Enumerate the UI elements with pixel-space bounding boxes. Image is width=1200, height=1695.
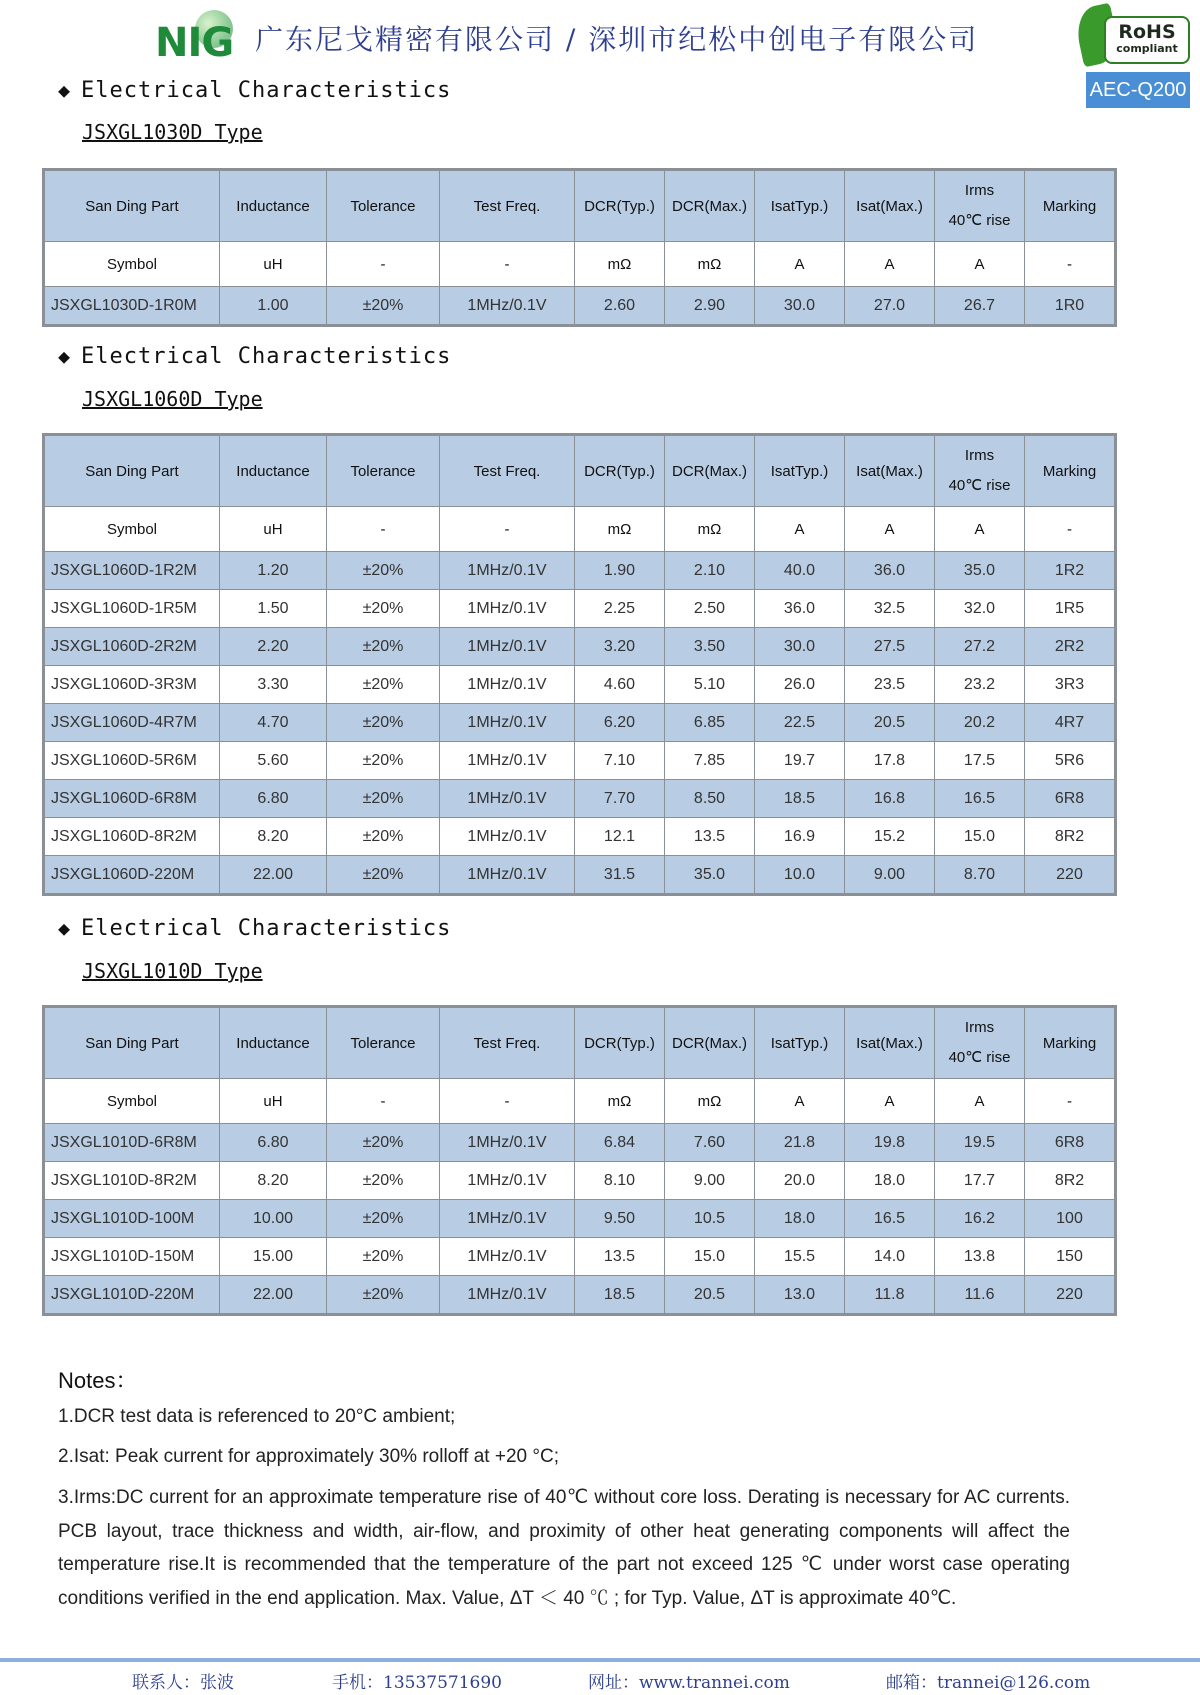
table-cell: 16.8 [845, 780, 935, 818]
table-cell: ±20% [327, 1238, 440, 1276]
column-header: Inductance [220, 435, 327, 507]
table-cell: 9.50 [575, 1200, 665, 1238]
table-cell: 20.2 [935, 704, 1025, 742]
footer-contact: 联系人：张波 [132, 1673, 234, 1693]
table-cell: 1MHz/0.1V [440, 1200, 575, 1238]
unit-cell: A [755, 1079, 845, 1124]
table-cell: 23.2 [935, 666, 1025, 704]
unit-cell: A [845, 507, 935, 552]
table-cell: 8.50 [665, 780, 755, 818]
note-2: 2.Isat: Peak current for approximately 30% rolloff at +20 °C; [58, 1446, 559, 1467]
table-cell: 17.7 [935, 1162, 1025, 1200]
table-symbol-row [44, 242, 1116, 287]
part-number-cell: JSXGL1010D-8R2M [44, 1162, 220, 1200]
column-header: DCR(Max.) [665, 170, 755, 242]
table-symbol-row [44, 507, 1116, 552]
table-cell: 10.5 [665, 1200, 755, 1238]
table-cell: ±20% [327, 780, 440, 818]
part-number-cell: JSXGL1060D-1R5M [44, 590, 220, 628]
column-header: DCR(Typ.) [575, 170, 665, 242]
column-header: Test Freq. [440, 170, 575, 242]
unit-cell: - [327, 242, 440, 287]
column-header: Marking [1025, 1007, 1116, 1079]
section-heading: ◆ Electrical Characteristics [58, 344, 452, 369]
table-cell: ±20% [327, 1276, 440, 1315]
table-cell: 1MHz/0.1V [440, 1124, 575, 1162]
unit-cell: A [935, 507, 1025, 552]
part-number-cell: JSXGL1060D-8R2M [44, 818, 220, 856]
nig-logo [155, 8, 247, 70]
table-cell: 1MHz/0.1V [440, 552, 575, 590]
unit-cell: - [1025, 242, 1116, 287]
unit-cell: - [440, 507, 575, 552]
table-cell: 27.0 [845, 287, 935, 326]
table-cell: 2.20 [220, 628, 327, 666]
column-header: Test Freq. [440, 1007, 575, 1079]
table-row [44, 742, 1116, 780]
table-cell: 15.00 [220, 1238, 327, 1276]
table-row [44, 1162, 1116, 1200]
table-cell: 7.85 [665, 742, 755, 780]
column-header: Tolerance [327, 1007, 440, 1079]
table-cell: 6R8 [1025, 1124, 1116, 1162]
table-cell: 5R6 [1025, 742, 1116, 780]
table-cell: 26.0 [755, 666, 845, 704]
table-cell: 22.00 [220, 1276, 327, 1315]
table-cell: 18.0 [755, 1200, 845, 1238]
table-cell: 6.85 [665, 704, 755, 742]
table-cell: 1MHz/0.1V [440, 590, 575, 628]
table-cell: 1MHz/0.1V [440, 1276, 575, 1315]
table-cell: 11.8 [845, 1276, 935, 1315]
table-cell: 1MHz/0.1V [440, 1238, 575, 1276]
table-cell: 32.0 [935, 590, 1025, 628]
table-row [44, 666, 1116, 704]
table-cell: 8.10 [575, 1162, 665, 1200]
table-header-row [44, 1007, 1116, 1079]
table-cell: 27.5 [845, 628, 935, 666]
table-cell: 1MHz/0.1V [440, 818, 575, 856]
table-cell: 6.80 [220, 1124, 327, 1162]
table-cell: 8R2 [1025, 818, 1116, 856]
unit-cell: - [1025, 1079, 1116, 1124]
table-cell: 220 [1025, 1276, 1116, 1315]
section-heading: ◆ Electrical Characteristics [58, 78, 452, 103]
table-cell: 1R2 [1025, 552, 1116, 590]
column-header: DCR(Typ.) [575, 435, 665, 507]
diamond-bullet-icon: ◆ [58, 344, 72, 368]
part-number-cell: JSXGL1060D-1R2M [44, 552, 220, 590]
table-cell: 22.00 [220, 856, 327, 895]
unit-cell: - [1025, 507, 1116, 552]
table-cell: 32.5 [845, 590, 935, 628]
part-number-cell: JSXGL1060D-4R7M [44, 704, 220, 742]
column-header: Irms 40℃ rise [935, 1007, 1025, 1079]
table-row [44, 704, 1116, 742]
table-cell: 8.20 [220, 818, 327, 856]
part-number-cell: JSXGL1010D-150M [44, 1238, 220, 1276]
irms-condition: 40℃ rise [948, 1049, 1011, 1066]
table-cell: 36.0 [845, 552, 935, 590]
column-header: San Ding Part [44, 1007, 220, 1079]
unit-cell: Symbol [44, 507, 220, 552]
table-cell: 17.5 [935, 742, 1025, 780]
table-cell: 8R2 [1025, 1162, 1116, 1200]
table-cell: ±20% [327, 818, 440, 856]
table-cell: 21.8 [755, 1124, 845, 1162]
table-cell: 220 [1025, 856, 1116, 895]
table-cell: 2.25 [575, 590, 665, 628]
unit-cell: uH [220, 507, 327, 552]
table-cell: 23.5 [845, 666, 935, 704]
unit-cell: A [845, 1079, 935, 1124]
table-cell: 3.50 [665, 628, 755, 666]
table-cell: 2R2 [1025, 628, 1116, 666]
unit-cell: - [327, 1079, 440, 1124]
footer-phone: 手机：13537571690 [332, 1673, 502, 1693]
unit-cell: A [845, 242, 935, 287]
table-cell: 6.84 [575, 1124, 665, 1162]
table-cell: 16.9 [755, 818, 845, 856]
part-number-cell: JSXGL1010D-100M [44, 1200, 220, 1238]
table-cell: 1R5 [1025, 590, 1116, 628]
column-header: Tolerance [327, 435, 440, 507]
column-header: Irms 40℃ rise [935, 435, 1025, 507]
table-cell: 31.5 [575, 856, 665, 895]
unit-cell: mΩ [575, 1079, 665, 1124]
column-header: IsatTyp.) [755, 435, 845, 507]
table-cell: 8.70 [935, 856, 1025, 895]
notes-title: Notes： [58, 1368, 138, 1393]
table-row [44, 590, 1116, 628]
table-cell: ±20% [327, 590, 440, 628]
table-cell: 7.70 [575, 780, 665, 818]
table-cell: 27.2 [935, 628, 1025, 666]
unit-cell: A [755, 242, 845, 287]
column-header: Tolerance [327, 170, 440, 242]
table-cell: 18.5 [755, 780, 845, 818]
table-cell: 1.90 [575, 552, 665, 590]
table-cell: 1MHz/0.1V [440, 1162, 575, 1200]
rohs-label: RoHS [1118, 21, 1176, 43]
section-heading: ◆ Electrical Characteristics [58, 916, 452, 941]
table-cell: 2.90 [665, 287, 755, 326]
table-cell: 3R3 [1025, 666, 1116, 704]
table-cell: 9.00 [845, 856, 935, 895]
table-cell: 16.5 [935, 780, 1025, 818]
table-cell: 19.5 [935, 1124, 1025, 1162]
unit-cell: - [440, 1079, 575, 1124]
column-header: IsatTyp.) [755, 1007, 845, 1079]
note-3: 3.Irms:DC current for an approximate temperature rise of 40℃ without core loss. Derating is necessary for AC currents. PCB layout, trace thickness and width, air-flow, and proximity of other heat generating components will affect the temperature rise.It is recommended that the temperature of the part not exceed 125 ℃ under worst case operating conditions verified in the end application. Max. Value, ΔT ＜ 40 ℃ ; for Typ. Value, ΔT is approximate 40℃. [58, 1487, 1070, 1609]
table-cell: 18.0 [845, 1162, 935, 1200]
column-header: IsatTyp.) [755, 170, 845, 242]
table-cell: 4R7 [1025, 704, 1116, 742]
table-cell: 1MHz/0.1V [440, 666, 575, 704]
part-number-cell: JSXGL1030D-1R0M [44, 287, 220, 326]
column-header: Marking [1025, 170, 1116, 242]
table-cell: 1MHz/0.1V [440, 628, 575, 666]
unit-cell: mΩ [575, 507, 665, 552]
table-cell: 100 [1025, 1200, 1116, 1238]
unit-cell: A [755, 507, 845, 552]
table-cell: 12.1 [575, 818, 665, 856]
spec-table-1060d [42, 433, 1117, 896]
table-row [44, 1276, 1116, 1315]
table-cell: 20.5 [665, 1276, 755, 1315]
logo-text: NIG [155, 20, 234, 66]
diamond-bullet-icon: ◆ [58, 916, 72, 940]
table-cell: ±20% [327, 666, 440, 704]
table-cell: 22.5 [755, 704, 845, 742]
rohs-badge [1078, 6, 1190, 68]
table-header-row [44, 435, 1116, 507]
table-cell: 19.7 [755, 742, 845, 780]
table-cell: 5.60 [220, 742, 327, 780]
table-cell: 6.20 [575, 704, 665, 742]
table-cell: 26.7 [935, 287, 1025, 326]
part-number-cell: JSXGL1060D-6R8M [44, 780, 220, 818]
table-cell: 2.10 [665, 552, 755, 590]
table-cell: 2.50 [665, 590, 755, 628]
table-cell: 1R0 [1025, 287, 1116, 326]
table-cell: 18.5 [575, 1276, 665, 1315]
spec-table-1030d [42, 168, 1117, 327]
table-symbol-row [44, 1079, 1116, 1124]
column-header: Test Freq. [440, 435, 575, 507]
table-cell: 20.0 [755, 1162, 845, 1200]
unit-cell: Symbol [44, 1079, 220, 1124]
footer-divider [0, 1658, 1200, 1662]
table-cell: 6R8 [1025, 780, 1116, 818]
unit-cell: mΩ [665, 1079, 755, 1124]
unit-cell: - [440, 242, 575, 287]
table-cell: 3.30 [220, 666, 327, 704]
table-cell: ±20% [327, 1162, 440, 1200]
table-cell: 150 [1025, 1238, 1116, 1276]
note-1: 1.DCR test data is referenced to 20°C ambient; [58, 1406, 456, 1427]
column-header: Inductance [220, 170, 327, 242]
unit-cell: mΩ [665, 507, 755, 552]
table-cell: 40.0 [755, 552, 845, 590]
unit-cell: uH [220, 1079, 327, 1124]
table-cell: ±20% [327, 1200, 440, 1238]
table-cell: 11.6 [935, 1276, 1025, 1315]
unit-cell: mΩ [665, 242, 755, 287]
table-cell: 1MHz/0.1V [440, 780, 575, 818]
footer-website[interactable]: 网址：www.trannei.com [588, 1673, 790, 1693]
table-cell: 8.20 [220, 1162, 327, 1200]
table-cell: 1MHz/0.1V [440, 742, 575, 780]
table-cell: 10.0 [755, 856, 845, 895]
table-cell: ±20% [327, 704, 440, 742]
part-number-cell: JSXGL1060D-3R3M [44, 666, 220, 704]
table-cell: 7.10 [575, 742, 665, 780]
table-cell: 30.0 [755, 287, 845, 326]
table-cell: 15.5 [755, 1238, 845, 1276]
company-name: 广东尼戈精密有限公司 / 深圳市纪松中创电子有限公司 [255, 23, 979, 56]
part-number-cell: JSXGL1060D-220M [44, 856, 220, 895]
table-cell: ±20% [327, 856, 440, 895]
table-row [44, 287, 1116, 326]
table-cell: 4.60 [575, 666, 665, 704]
column-header: Marking [1025, 435, 1116, 507]
table-row [44, 1238, 1116, 1276]
part-number-cell: JSXGL1060D-2R2M [44, 628, 220, 666]
table-cell: 30.0 [755, 628, 845, 666]
table-cell: ±20% [327, 552, 440, 590]
table-cell: 19.8 [845, 1124, 935, 1162]
table-row [44, 1124, 1116, 1162]
irms-condition: 40℃ rise [948, 212, 1011, 229]
table-cell: 15.0 [665, 1238, 755, 1276]
column-header: DCR(Max.) [665, 435, 755, 507]
table-cell: 13.0 [755, 1276, 845, 1315]
irms-condition: 40℃ rise [948, 477, 1011, 494]
table-row [44, 552, 1116, 590]
column-header: Inductance [220, 1007, 327, 1079]
table-cell: 35.0 [935, 552, 1025, 590]
table-cell: 1MHz/0.1V [440, 704, 575, 742]
table-cell: 2.60 [575, 287, 665, 326]
column-header: Irms 40℃ rise [935, 170, 1025, 242]
table-cell: 35.0 [665, 856, 755, 895]
unit-cell: A [935, 242, 1025, 287]
rohs-sublabel: compliant [1116, 42, 1178, 55]
table-row [44, 780, 1116, 818]
table-row [44, 856, 1116, 895]
table-cell: 1MHz/0.1V [440, 856, 575, 895]
column-header: DCR(Max.) [665, 1007, 755, 1079]
table-cell: 9.00 [665, 1162, 755, 1200]
table-cell: 16.5 [845, 1200, 935, 1238]
unit-cell: A [935, 1079, 1025, 1124]
table-cell: 20.5 [845, 704, 935, 742]
column-header: Isat(Max.) [845, 435, 935, 507]
table-cell: 14.0 [845, 1238, 935, 1276]
table-cell: 1.20 [220, 552, 327, 590]
table-cell: 17.8 [845, 742, 935, 780]
table-cell: 10.00 [220, 1200, 327, 1238]
table-cell: 13.5 [575, 1238, 665, 1276]
table-cell: 1.50 [220, 590, 327, 628]
column-header: Isat(Max.) [845, 170, 935, 242]
table-cell: 13.5 [665, 818, 755, 856]
table-cell: 13.8 [935, 1238, 1025, 1276]
unit-cell: mΩ [575, 242, 665, 287]
unit-cell: - [327, 507, 440, 552]
table-cell: ±20% [327, 742, 440, 780]
table-cell: 16.2 [935, 1200, 1025, 1238]
table-row [44, 818, 1116, 856]
part-number-cell: JSXGL1060D-5R6M [44, 742, 220, 780]
aec-q200-badge: AEC-Q200 [1086, 72, 1190, 108]
table-cell: ±20% [327, 628, 440, 666]
unit-cell: Symbol [44, 242, 220, 287]
table-cell: ±20% [327, 287, 440, 326]
table-cell: 5.10 [665, 666, 755, 704]
table-cell: 4.70 [220, 704, 327, 742]
spec-table-1010d [42, 1005, 1117, 1316]
table-cell: ±20% [327, 1124, 440, 1162]
footer-email[interactable]: 邮箱：trannei@126.com [886, 1673, 1091, 1693]
column-header: San Ding Part [44, 170, 220, 242]
unit-cell: uH [220, 242, 327, 287]
table-cell: 36.0 [755, 590, 845, 628]
table-cell: 15.0 [935, 818, 1025, 856]
type-title: JSXGL1010D Type [82, 959, 263, 983]
table-cell: 7.60 [665, 1124, 755, 1162]
table-cell: 6.80 [220, 780, 327, 818]
table-cell: 1.00 [220, 287, 327, 326]
table-cell: 3.20 [575, 628, 665, 666]
column-header: Isat(Max.) [845, 1007, 935, 1079]
table-row [44, 628, 1116, 666]
diamond-bullet-icon: ◆ [58, 78, 72, 102]
table-row [44, 1200, 1116, 1238]
part-number-cell: JSXGL1010D-6R8M [44, 1124, 220, 1162]
column-header: DCR(Typ.) [575, 1007, 665, 1079]
type-title: JSXGL1030D Type [82, 120, 263, 144]
part-number-cell: JSXGL1010D-220M [44, 1276, 220, 1315]
type-title: JSXGL1060D Type [82, 387, 263, 411]
table-header-row [44, 170, 1116, 242]
table-cell: 1MHz/0.1V [440, 287, 575, 326]
table-cell: 15.2 [845, 818, 935, 856]
column-header: San Ding Part [44, 435, 220, 507]
